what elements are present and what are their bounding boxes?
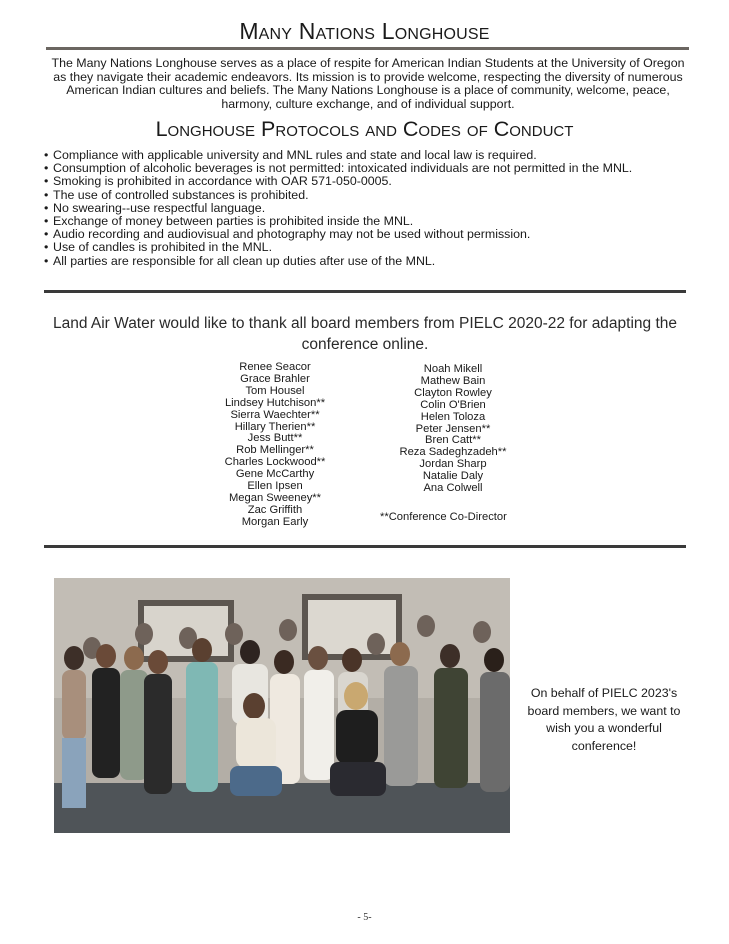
- page-number: - 5-: [357, 912, 372, 923]
- protocol-item: • Exchange of money between parties is prohibited inside the MNL.: [44, 215, 684, 228]
- protocol-item: • The use of controlled substances is prohibited.: [44, 189, 684, 202]
- thanks-heading: Land Air Water would like to thank all board members from PIELC 2020-22 for adapting the conference online.: [52, 315, 678, 353]
- section-divider: [44, 290, 686, 293]
- board-member-name: Ellen Ipsen: [247, 480, 303, 493]
- board-member-name: Lindsey Hutchison**: [224, 396, 326, 409]
- board-member-name: Morgan Early: [241, 515, 309, 528]
- protocol-item: • Consumption of alcoholic beverages is not permitted: intoxicated individuals are not permitted in the MNL.: [44, 162, 684, 175]
- protocol-item: • Use of candles is prohibited in the MNL.: [44, 241, 684, 254]
- board-member-name: Renee Seacor: [239, 361, 311, 373]
- board-member-name: Grace Brahler: [240, 372, 310, 385]
- protocol-item: • Compliance with applicable university and MNL rules and state and local law is required.: [44, 149, 684, 162]
- page-title: Many Nations Longhouse: [239, 18, 490, 44]
- intro-paragraph: The Many Nations Longhouse serves as a place of respite for American Indian Students at the University of Oregon as they navigate their academic endeavors. Its mission is to provide welcome, respecting the diversity of numerous American Indian cultures and beliefs. The Many Nations Longhouse is a place of community, welcome, peace, harmony, culture exchange, and of individual support.: [51, 56, 685, 111]
- board-member-name: Colin O'Brien: [420, 398, 486, 411]
- board-member-name: Jordan Sharp: [419, 458, 487, 471]
- board-member-name: Megan Sweeney**: [228, 491, 322, 504]
- board-member-name: Rob Mellinger**: [236, 444, 314, 457]
- protocols-title: Longhouse Protocols and Codes of Conduct: [155, 117, 574, 141]
- board-member-name: Sierra Waechter**: [230, 408, 320, 421]
- board-names-right: [383, 364, 523, 495]
- protocols-list: [44, 149, 684, 268]
- board-member-name: Mathew Bain: [420, 374, 486, 387]
- board-member-name: Peter Jensen**: [415, 422, 491, 435]
- group-photo: [54, 578, 510, 833]
- board-member-name: Helen Toloza: [420, 410, 486, 423]
- protocol-item: • All parties are responsible for all clean up duties after use of the MNL.: [44, 255, 684, 268]
- board-member-name: Natalie Daly: [422, 470, 484, 483]
- section-divider: [44, 545, 686, 548]
- protocol-item: • Audio recording and audiovisual and photography may not be used without permission.: [44, 228, 684, 241]
- board-member-name: Charles Lockwood**: [224, 456, 326, 469]
- board-member-name: Bren Catt**: [425, 434, 481, 447]
- codirector-note: **Conference Co-Director: [380, 511, 507, 523]
- wish-message: On behalf of PIELC 2023's board members, we want to wish you a wonderful conference!: [527, 686, 681, 753]
- board-member-name: Reza Sadeghzadeh**: [399, 446, 507, 459]
- board-names-left: [205, 362, 345, 529]
- board-member-name: Gene McCarthy: [235, 468, 315, 481]
- protocol-item: • No swearing--use respectful language.: [44, 202, 684, 215]
- board-member-name: Hillary Therien**: [234, 420, 316, 433]
- board-member-name: Tom Housel: [245, 384, 305, 397]
- board-member-name: Zac Griffith: [247, 503, 303, 516]
- board-member-name: Clayton Rowley: [414, 386, 492, 399]
- protocol-item: • Smoking is prohibited in accordance with OAR 571-050-0005.: [44, 175, 684, 188]
- board-member-name: Ana Colwell: [423, 482, 483, 495]
- board-member-name: Noah Mikell: [423, 363, 483, 375]
- board-member-name: Jess Butt**: [247, 432, 303, 445]
- title-divider: [46, 47, 689, 50]
